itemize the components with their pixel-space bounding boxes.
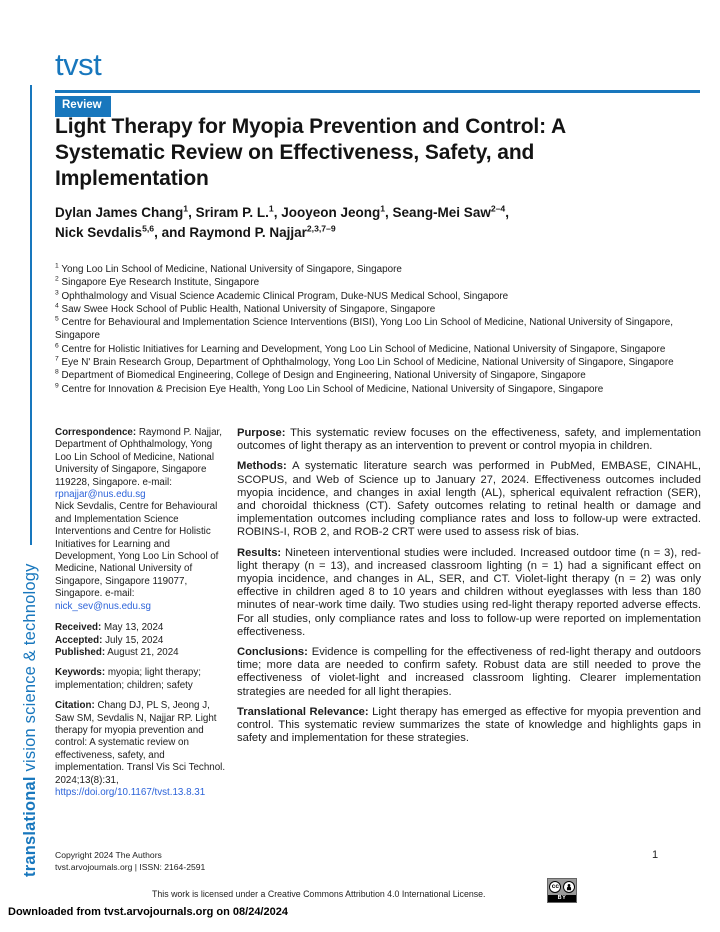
article-title: Light Therapy for Myopia Prevention and Control: A Systematic Review on Effectiveness, Safety, and Implementation xyxy=(55,115,566,190)
citation-block xyxy=(55,700,231,799)
author-name: Raymond P. Najjar xyxy=(189,225,307,240)
author-name: Sriram P. L. xyxy=(195,205,269,220)
journal-vertical-title xyxy=(21,545,41,877)
author-name: Jooyeon Jeong xyxy=(281,205,381,220)
affiliation-text: Yong Loo Lin School of Medicine, National University of Singapore, Singapore xyxy=(61,264,402,275)
license-text: This work is licensed under a Creative Commons Attribution 4.0 International License. xyxy=(152,889,486,899)
affiliation-item xyxy=(55,383,695,396)
journal-logo: tvst xyxy=(55,47,102,82)
author-separator: , xyxy=(273,205,282,220)
page-number: 1 xyxy=(652,849,659,861)
left-rail-divider xyxy=(30,85,32,545)
affiliation-text: Department of Biomedical Engineering, College of Design and Engineering, National University of Singapore, Singapore xyxy=(61,370,586,382)
conclusions-text: Evidence is compelling for the effectiveness of red-light therapy and outdoors time; more data are needed to confirm safety. Robust data are still needed to prove the effectiveness of violet-light and increased classroom lighting. Clearer implementation strategies are needed for all light therapies. xyxy=(237,646,701,698)
author-separator: , xyxy=(505,205,509,220)
affiliation-number: 1 xyxy=(55,262,59,270)
cc-badge-icons xyxy=(548,879,576,895)
affiliation-number: 2 xyxy=(55,276,59,283)
affiliation-text: Centre for Holistic Initiatives for Learning and Development, Yong Loo Lin School of Medicine, National University of Singapore, Singapore xyxy=(61,343,666,355)
author-affil-sup: 1 xyxy=(380,203,386,214)
correspondence-email-link[interactable]: rpnajjar@nus.edu.sg xyxy=(55,489,146,501)
cc-by-label: BY xyxy=(548,895,576,902)
dates-block xyxy=(55,622,231,659)
author-list xyxy=(55,203,675,243)
abstract-column xyxy=(237,427,701,752)
affiliation-item xyxy=(55,276,695,289)
keywords-block xyxy=(55,667,231,692)
affiliation-text: Ophthalmology and Visual Science Academic Clinical Program, Duke-NUS Medical School, Singapore xyxy=(61,290,509,302)
author-affil-sup: 5,6 xyxy=(142,223,155,234)
author-affil-sup: 1 xyxy=(268,203,274,214)
affiliation-item xyxy=(55,343,695,356)
cc-icon: cc xyxy=(549,881,561,893)
conclusions-label: Conclusions: xyxy=(237,646,308,659)
translational-relevance-text: Light therapy has emerged as effective for myopia prevention and control. This systematic review summarizes the state of knowledge and highlights gaps in safety and implementation for these strategies. xyxy=(237,705,701,745)
affiliation-text: Saw Swee Hock School of Public Health, National University of Singapore, Singapore xyxy=(61,303,436,315)
abstract-methods xyxy=(237,460,701,539)
author-name: Seang-Mei Saw xyxy=(392,205,491,220)
journal-vertical-title-rest: vision science & technology xyxy=(21,563,39,777)
affiliation-text: Centre for Innovation & Precision Eye Health, Yong Loo Lin School of Medicine, National University of Singapore, Singapore xyxy=(61,383,604,395)
results-label: Results: xyxy=(237,546,282,559)
author-name: Dylan James Chang xyxy=(55,205,184,220)
received-label: Received: xyxy=(55,622,102,634)
affiliation-item xyxy=(55,290,695,303)
author-name: Nick Sevdalis xyxy=(55,225,143,240)
author-affil-sup: 2–4 xyxy=(490,203,506,214)
accepted-label: Accepted: xyxy=(55,634,103,646)
methods-label: Methods: xyxy=(237,460,287,473)
purpose-label: Purpose: xyxy=(237,427,286,439)
abstract-conclusions xyxy=(237,646,701,699)
doi-link[interactable]: https://doi.org/10.1167/tvst.13.8.31 xyxy=(55,786,206,798)
correspondence-text: Nick Sevdalis, Centre for Behavioural and Implementation Science Interventions and Centre for Holistic Initiatives for Learning and Development, Yong Loo Lin School of Medicine, National University of Singapore, Singapore 119077, Singapore. e-mail: xyxy=(55,501,219,600)
affiliation-number: 8 xyxy=(55,369,59,377)
affiliation-item xyxy=(55,263,695,276)
accepted-date: July 15, 2024 xyxy=(102,634,164,646)
copyright-block xyxy=(55,849,205,873)
affiliation-text: Singapore Eye Research Institute, Singapore xyxy=(61,277,260,289)
header-rule xyxy=(55,90,700,93)
affiliation-number: 4 xyxy=(55,302,59,310)
correspondence-block xyxy=(55,427,231,613)
abstract-results xyxy=(237,547,701,639)
keywords-label: Keywords: xyxy=(55,667,106,679)
affiliation-item xyxy=(55,369,695,382)
cc-person-icon xyxy=(563,881,575,893)
published-label: Published: xyxy=(55,646,106,658)
received-date: May 13, 2024 xyxy=(101,622,164,634)
affiliation-number: 3 xyxy=(55,289,59,297)
keywords-text: myopia; light therapy; implementation; children; safety xyxy=(55,667,201,691)
affiliation-text: Eye N' Brain Research Group, Department of Ophthalmology, Yong Loo Lin School of Medicine, National University of Singapore, Singapore xyxy=(61,357,674,369)
results-text: Nineteen interventional studies were included. Increased outdoor time (n = 3), red-light therapy (n = 13), and increased classroom lighting (n = 1) had a significant effect on myopia incidence, and changes in AL, SER, and CT. Violet-light therapy (n = 2) was only effective in children aged 8 to 10 years and children without eyeglasses with less than 180 minutes of near-work time daily. Two studies using red-light therapy reported adverse effects. For all studies, only compliance rates and loss to follow-up were reported on implementation effectiveness. xyxy=(237,546,701,638)
citation-text: Chang DJ, PL S, Jeong J, Saw SM, Sevdalis N, Najjar RP. Light therapy for myopia prevention and control: A systematic review on effectiveness, safety, and implementation. Transl Vis Sci Technol. 2024;13(8):31, xyxy=(55,700,226,786)
affiliation-item xyxy=(55,303,695,316)
affiliation-list xyxy=(55,263,695,396)
correspondence-text: Raymond P. Najjar, Department of Ophthalmology, Yong Loo Lin School of Medicine, National University of Singapore, Singapore 119228, Singapore. e-mail: xyxy=(55,427,222,488)
author-affil-sup: 1 xyxy=(183,203,189,214)
article-meta-column xyxy=(55,427,231,807)
methods-text: A systematic literature search was performed in PubMed, EMBASE, CINAHL, SCOPUS, and Web of Science up to January 27, 2024. Effectiveness outcomes included myopia incidence, and changes in axial length (AL), spherical equivalent refraction (SER), and choroidal thickness (CT). Safety outcomes relating to retinal health or damage and implementation outcomes including compliance rates and loss to follow-up were extracted. ROBINS-I, ROB 2, and ROB-2 CRT were used to assess risk of bias. xyxy=(237,460,701,539)
published-date: August 21, 2024 xyxy=(105,646,179,658)
issn-line: tvst.arvojournals.org | ISSN: 2164-2591 xyxy=(55,862,206,872)
affiliation-number: 6 xyxy=(55,342,59,350)
correspondence-label: Correspondence: xyxy=(55,427,137,438)
abstract-translational-relevance xyxy=(237,706,701,746)
article-type-badge: Review xyxy=(55,96,111,117)
download-stamp: Downloaded from tvst.arvojournals.org on 08/24/2024 xyxy=(8,906,288,918)
author-separator: , and xyxy=(154,225,190,240)
correspondence-email-link[interactable]: nick_sev@nus.edu.sg xyxy=(55,600,151,612)
affiliation-number: 5 xyxy=(55,315,59,323)
cc-by-badge[interactable] xyxy=(547,878,577,903)
author-separator: , xyxy=(188,205,196,220)
affiliation-item xyxy=(55,356,695,369)
translational-relevance-label: Translational Relevance: xyxy=(237,705,369,718)
affiliation-number: 9 xyxy=(55,382,59,390)
journal-vertical-title-bold: translational xyxy=(21,776,39,877)
author-separator: , xyxy=(385,205,393,220)
author-affil-sup: 2,3,7–9 xyxy=(306,223,336,234)
citation-label: Citation: xyxy=(55,700,95,712)
purpose-text: This systematic review focuses on the effectiveness, safety, and implementation outcomes of light therapy as an intervention to prevent or control myopia in children. xyxy=(237,427,701,453)
affiliation-number: 7 xyxy=(55,355,59,363)
affiliation-item xyxy=(55,316,695,343)
abstract-purpose xyxy=(237,427,701,453)
copyright-line: Copyright 2024 The Authors xyxy=(55,850,162,860)
affiliation-text: Centre for Behavioural and Implementation Science Interventions (BISI), Yong Loo Lin School of Medicine, National University of Singapore, Singapore xyxy=(55,317,674,342)
